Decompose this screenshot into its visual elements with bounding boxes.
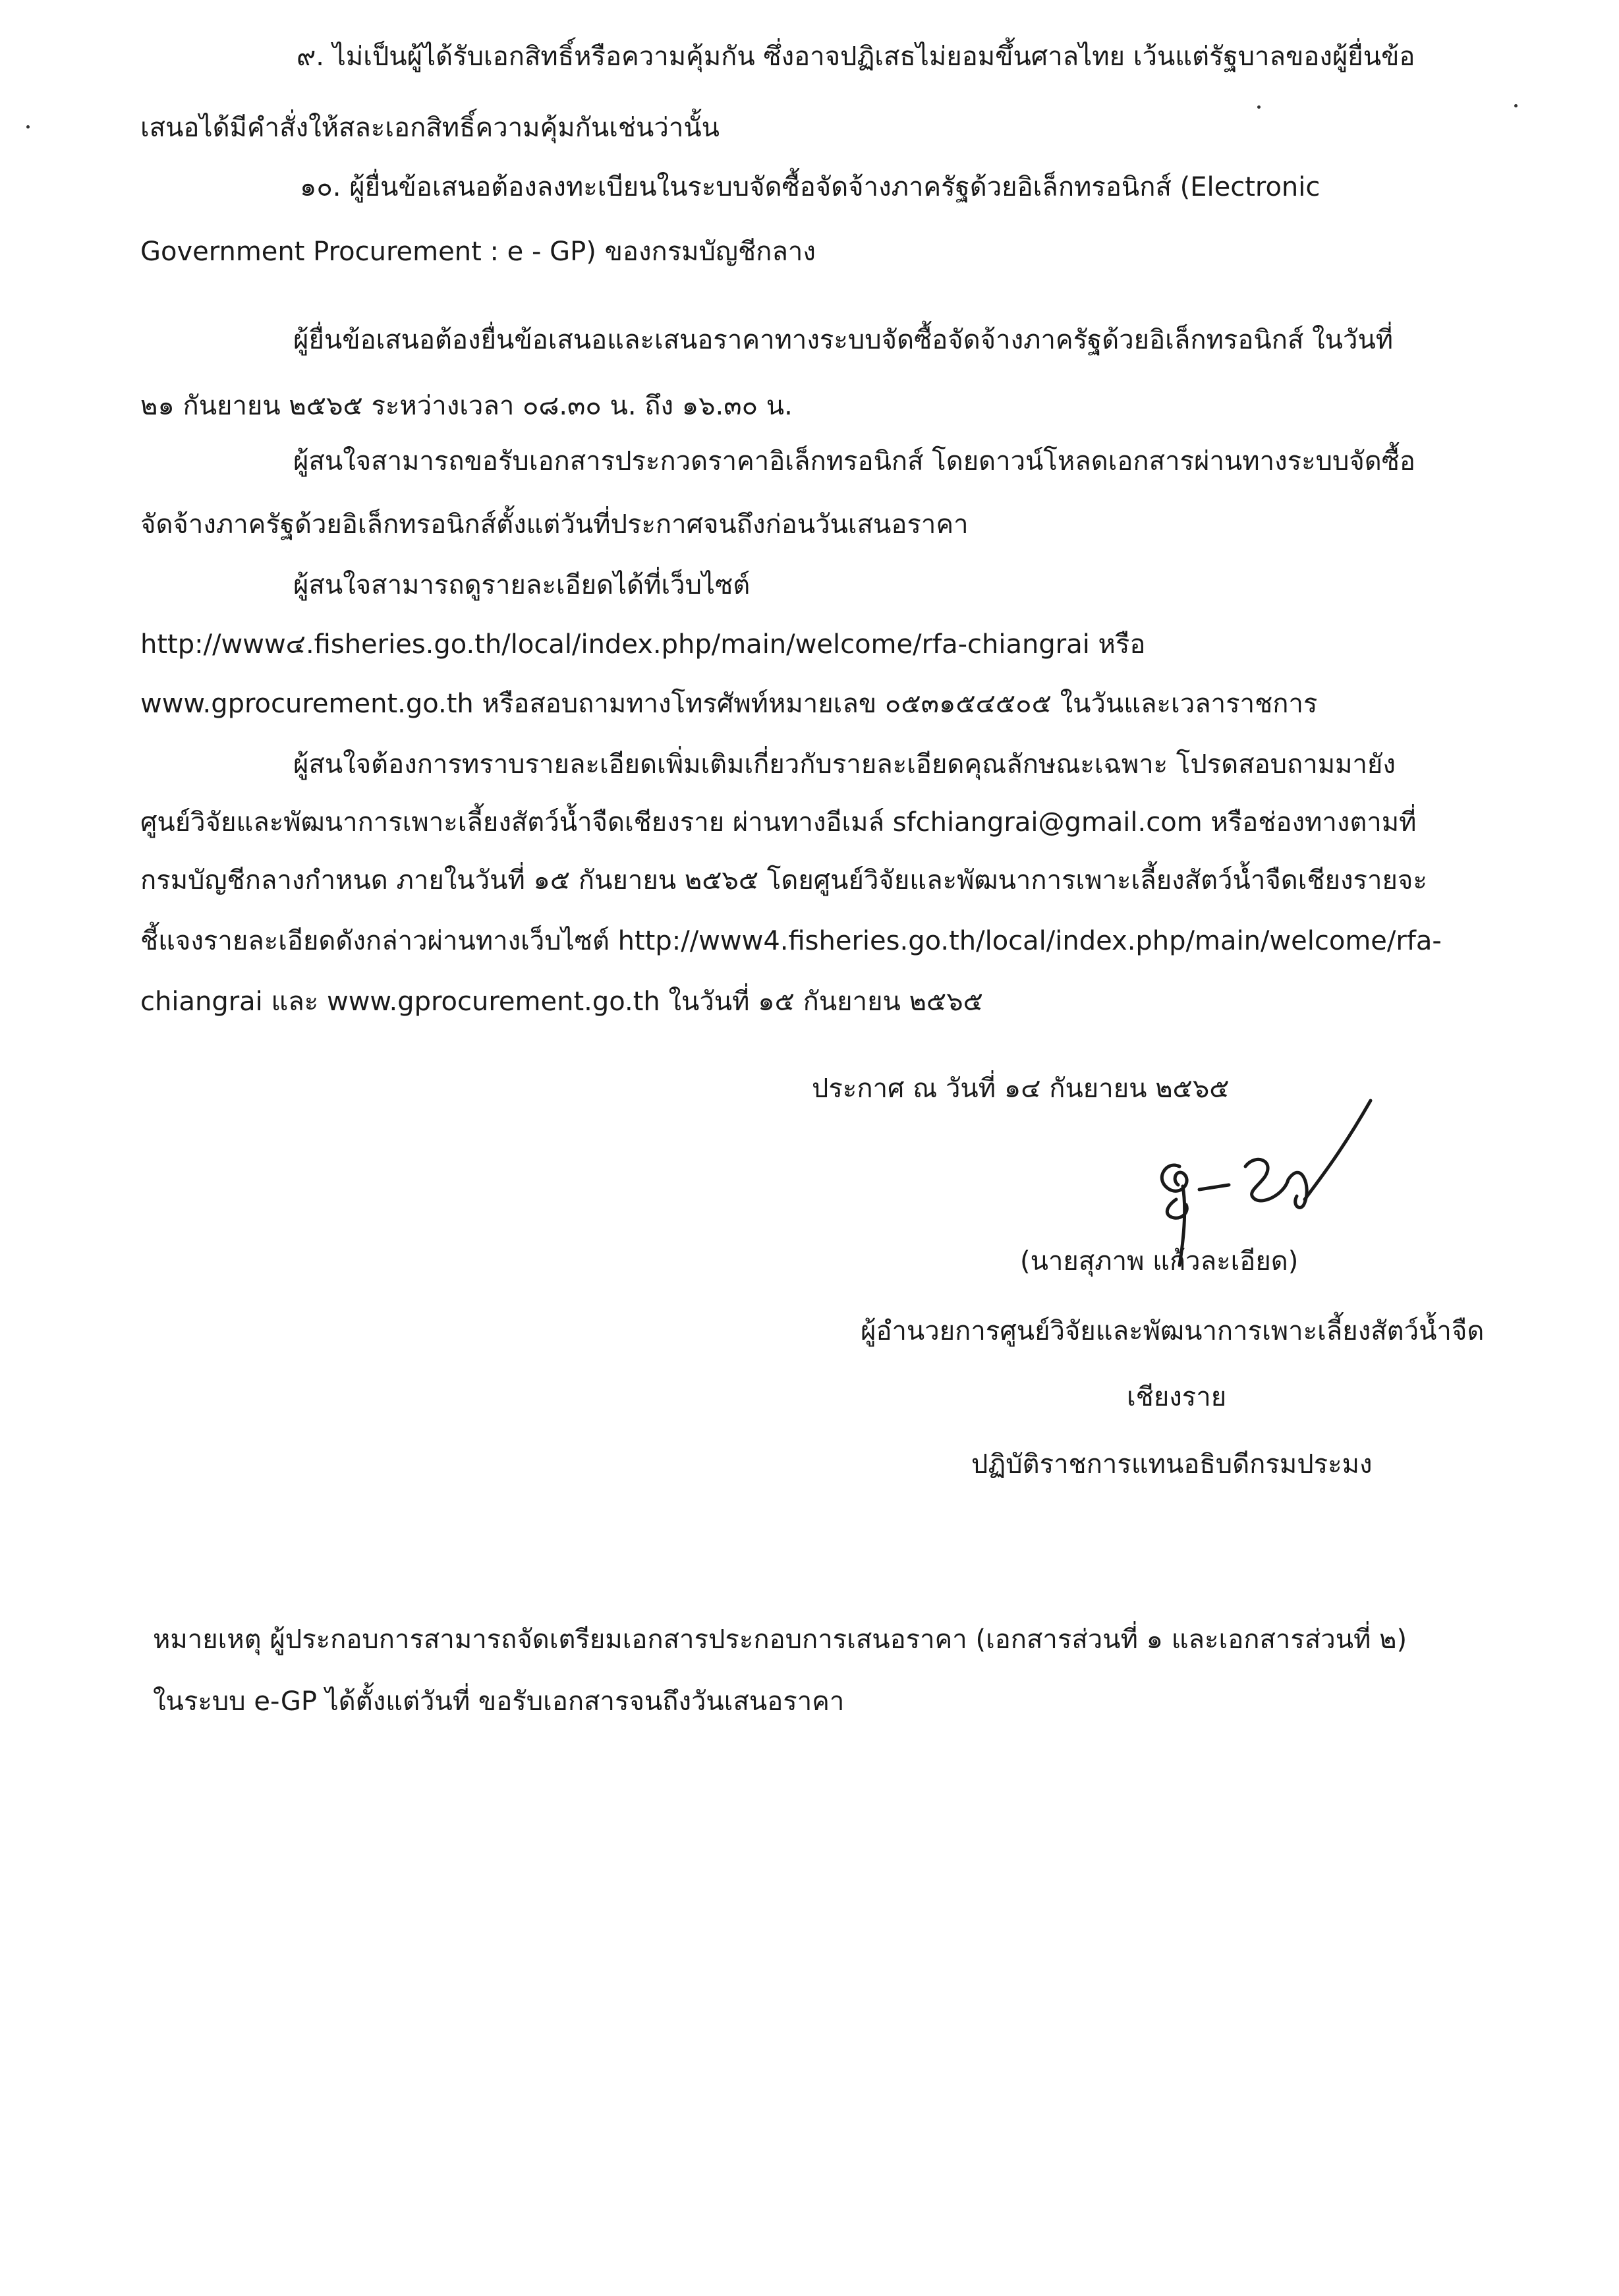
submission-line1: ผู้ยื่นข้อเสนอต้องยื่นข้อเสนอและเสนอราคาทางระบบจัดซื้อจัดจ้างภาครัฐด้วยอิเล็กทรอนิกส์ ในวันที่ bbox=[293, 325, 1394, 355]
announcement-date: ประกาศ ณ วันที่ ๑๔ กันยายน ๒๕๖๕ bbox=[812, 1074, 1230, 1104]
item10-line2: Government Procurement : e - GP) ของกรมบัญชีกลาง bbox=[140, 237, 816, 267]
scan-speck bbox=[1257, 105, 1261, 109]
inquiry-line5: chiangrai และ www.gprocurement.go.th ในวันที่ ๑๕ กันยายน ๒๕๖๕ bbox=[140, 987, 983, 1017]
item9-line2: เสนอได้มีคำสั่งให้สละเอกสิทธิ์ความคุ้มกันเช่นว่านั้น bbox=[140, 113, 720, 143]
scan-speck bbox=[1514, 104, 1518, 107]
signatory-position-line2: เชียงราย bbox=[1127, 1382, 1227, 1412]
inquiry-line3: กรมบัญชีกลางกำหนด ภายในวันที่ ๑๕ กันยายน ๒๕๖๕ โดยศูนย์วิจัยและพัฒนาการเพาะเลี้ยงสัตว์น้ำจืดเชียงรายจะ bbox=[140, 865, 1427, 896]
signatory-name: (นายสุภาพ แก้วละเอียด) bbox=[1020, 1246, 1299, 1277]
inquiry-line1: ผู้สนใจต้องการทราบรายละเอียดเพิ่มเติมเกี่ยวกับรายละเอียดคุณลักษณะเฉพาะ โปรดสอบถามมายัง bbox=[293, 749, 1396, 780]
submission-line2: ๒๑ กันยายน ๒๕๖๕ ระหว่างเวลา ๐๘.๓๐ น. ถึง ๑๖.๓๐ น. bbox=[140, 391, 793, 421]
scan-speck bbox=[26, 125, 30, 129]
details-line3: www.gprocurement.go.th หรือสอบถามทางโทรศัพท์หมายเลข ๐๕๓๑๕๔๕๐๕ ในวันและเวลาราชการ bbox=[140, 689, 1318, 719]
details-url-line: http://www๔.fisheries.go.th/local/index.php/main/welcome/rfa-chiangrai หรือ bbox=[140, 629, 1146, 660]
signatory-acting-for: ปฏิบัติราชการแทนอธิบดีกรมประมง bbox=[971, 1449, 1373, 1479]
remark-line1: หมายเหตุ ผู้ประกอบการสามารถจัดเตรียมเอกสารประกอบการเสนอราคา (เอกสารส่วนที่ ๑ และเอกสารส่วนที่ ๒) bbox=[153, 1624, 1407, 1655]
item10-line1: ๑๐. ผู้ยื่นข้อเสนอต้องลงทะเบียนในระบบจัดซื้อจัดจ้างภาครัฐด้วยอิเล็กทรอนิกส์ (Electronic bbox=[300, 172, 1321, 202]
item9-line1: ๙. ไม่เป็นผู้ได้รับเอกสิทธิ์หรือความคุ้มกัน ซึ่งอาจปฏิเสธไม่ยอมขึ้นศาลไทย เว้นแต่รัฐบาลของผู้ยื่นข้อ bbox=[297, 42, 1415, 72]
signatory-position-line1: ผู้อำนวยการศูนย์วิจัยและพัฒนาการเพาะเลี้ยงสัตว์น้ำจืด bbox=[861, 1316, 1485, 1346]
download-line1: ผู้สนใจสามารถขอรับเอกสารประกวดราคาอิเล็กทรอนิกส์ โดยดาวน์โหลดเอกสารผ่านทางระบบจัดซื้อ bbox=[293, 446, 1415, 476]
download-line2: จัดจ้างภาครัฐด้วยอิเล็กทรอนิกส์ตั้งแต่วันที่ประกาศจนถึงก่อนวันเสนอราคา bbox=[140, 509, 969, 540]
inquiry-line2: ศูนย์วิจัยและพัฒนาการเพาะเลี้ยงสัตว์น้ำจืดเชียงราย ผ่านทางอีเมล์ sfchiangrai@gmail.com หรือช่องทางตามที่ bbox=[140, 807, 1417, 838]
remark-line2: ในระบบ e-GP ได้ตั้งแต่วันที่ ขอรับเอกสารจนถึงวันเสนอราคา bbox=[153, 1686, 845, 1717]
details-line1: ผู้สนใจสามารถดูรายละเอียดได้ที่เว็บไซต์ bbox=[293, 570, 751, 600]
inquiry-line4: ชี้แจงรายละเอียดดังกล่าวผ่านทางเว็บไซต์ http://www4.fisheries.go.th/local/index.php/main/welcome/rfa- bbox=[140, 926, 1442, 956]
